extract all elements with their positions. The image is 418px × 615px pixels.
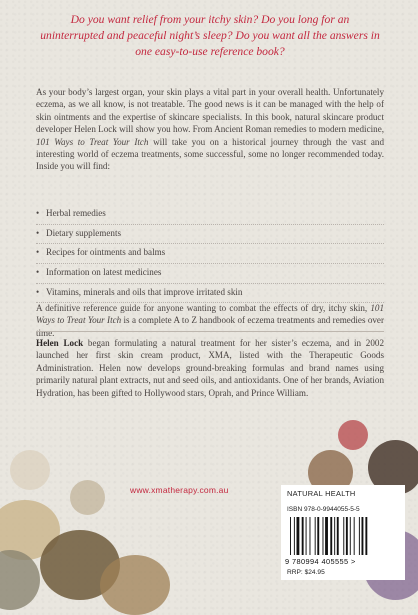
isbn-text: ISBN 978-0-9944055-5-5: [287, 506, 360, 513]
list-item: • Recipes for ointments and balms: [36, 244, 384, 264]
barcode-icon: [289, 517, 397, 555]
barcode-digits: 9 780994 405555 >: [285, 557, 356, 566]
summary-paragraph: [36, 302, 384, 339]
author-bio: [36, 337, 384, 399]
author-bio-text: began formulating a natural treatment for her sister’s eczema, and in 2002 launched her first skin cream product, XMA, listed with the Therapeutic Goods Administration. Helen now develops ground-breaking formulas and brand names using primarily natural plant extracts, nut and seed oils, and antioxidants. One of her brands, Aviation Hydration, has been gifted to Hollywood stars, Oprah, and Prince William.: [36, 338, 384, 398]
herbs-illustration-left: [0, 410, 180, 610]
summary-book-title: 101 Ways to Treat Your Itch: [36, 303, 384, 326]
summary-text-1: A definitive reference guide for anyone wanting to combat the effects of dry, itchy skin,: [36, 303, 371, 313]
category-label: NATURAL HEALTH: [287, 489, 356, 498]
list-item: • Herbal remedies: [36, 205, 384, 225]
list-item: • Vitamins, minerals and oils that improve irritated skin: [36, 284, 384, 304]
website-link[interactable]: www.xmatherapy.com.au: [130, 485, 229, 495]
author-name: Helen Lock: [36, 338, 84, 348]
section-divider: [36, 331, 384, 332]
summary-text-2: is a complete A to Z handbook of eczema treatments and remedies over time.: [36, 315, 385, 338]
price-label: RRP: $24.95: [287, 569, 325, 576]
intro-book-title: 101 Ways to Treat Your Itch: [36, 136, 149, 147]
intro-paragraph: [36, 86, 384, 173]
contents-list: [36, 205, 384, 303]
list-item: • Dietary supplements: [36, 225, 384, 245]
intro-text-2: will take you on a historical journey through the vast and interesting world of eczema treatments, some successful, some no longer recommended today. Inside you will find:: [36, 136, 384, 172]
barcode-panel: [281, 485, 405, 580]
intro-text-1: As your body’s largest organ, your skin plays a vital part in your overall health. Unfortunately eczema, as we all know, is not treatable. The good news is it can be managed with the help of skin ointments and the expertise of skincare specialists. In this book, natural skincare product developer Helen Lock will show you how. From Ancient Roman remedies to modern medicine,: [36, 87, 384, 135]
tagline: Do you want relief from your itchy skin? Do you long for an uninterrupted and peaceful night’s sleep? Do you want all the answers in one easy-to-use reference book?: [40, 13, 380, 58]
list-item: • Information on latest medicines: [36, 264, 384, 284]
